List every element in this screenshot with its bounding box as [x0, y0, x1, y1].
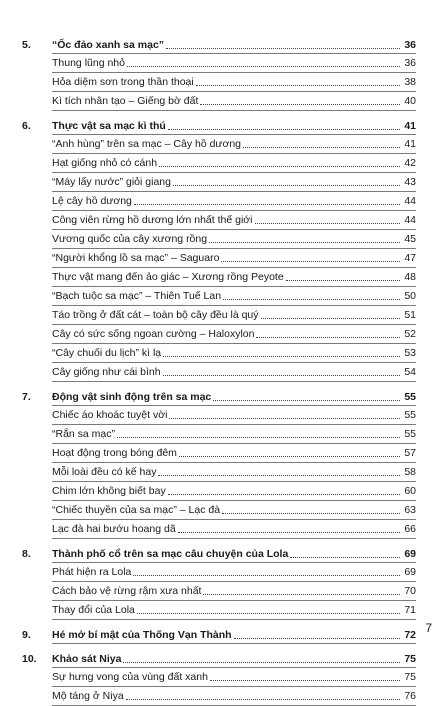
entry-page-number: 41 [404, 138, 416, 150]
entry-title: “Người khổng lồ sa mạc” – Saguaro [52, 252, 220, 264]
dot-leader [196, 73, 401, 86]
dot-leader [210, 668, 400, 681]
toc-entry-body [52, 117, 416, 135]
toc-subentry [22, 325, 416, 344]
entry-page-number: 50 [404, 290, 416, 302]
entry-page-number: 52 [404, 328, 416, 340]
entry-title: Lệ cây hồ dương [52, 195, 132, 207]
entry-page-number: 44 [404, 214, 416, 226]
toc-section-entry [22, 388, 416, 406]
toc-subentry [22, 306, 416, 325]
entry-title: Lạc đà hai bướu hoang dã [52, 523, 176, 535]
dot-leader [126, 687, 401, 700]
entry-page-number: 47 [404, 252, 416, 264]
entry-title: “Ốc đảo xanh sa mạc” [52, 39, 165, 51]
toc-subentry [22, 268, 416, 287]
entry-page-number: 71 [404, 604, 416, 616]
entry-page-number: 55 [404, 409, 416, 421]
toc-entry-body [52, 344, 416, 363]
toc-entry-body [52, 545, 416, 563]
entry-page-number: 55 [404, 428, 416, 440]
toc-entry-body [52, 388, 416, 406]
toc-entry-body [52, 211, 416, 230]
dot-leader [234, 626, 401, 639]
entry-title: Vương quốc của cây xương rồng [52, 233, 208, 245]
toc-entry-body [52, 601, 416, 620]
entry-page-number: 55 [404, 391, 416, 403]
toc-entry-body [52, 444, 416, 463]
toc-subentry [22, 501, 416, 520]
toc-entry-body [52, 363, 416, 382]
entry-title: Cách bảo vệ rừng rậm xưa nhất [52, 585, 202, 597]
toc-entry-body [52, 582, 416, 601]
entry-title: Thay đổi của Lola [52, 604, 135, 616]
toc-section-entry [22, 36, 416, 54]
entry-page-number: 38 [404, 76, 416, 88]
toc-subentry [22, 211, 416, 230]
toc-subentry [22, 425, 416, 444]
toc-entry-body [52, 463, 416, 482]
dot-leader [166, 36, 400, 49]
entry-page-number: 63 [404, 504, 416, 516]
dot-leader [163, 363, 401, 376]
entry-title: “Chiếc thuyền của sa mạc” – Lạc đà [52, 504, 221, 516]
dot-leader [290, 545, 400, 558]
toc-entry-body [52, 230, 416, 249]
toc-entry-body [52, 668, 416, 687]
entry-title: Chiếc áo khoác tuyệt vời [52, 409, 168, 421]
section-number: 5. [22, 39, 31, 51]
toc-subentry [22, 135, 416, 154]
entry-title: Cây giống như cái bình [52, 366, 161, 378]
dot-leader [127, 54, 400, 67]
entry-title: Khảo sát Niya [52, 653, 122, 665]
entry-title: Hé mở bí mật của Thống Vạn Thành [52, 629, 232, 641]
dot-leader [256, 325, 400, 338]
dot-leader [179, 444, 400, 457]
toc-subentry [22, 687, 416, 706]
entry-title: Thung lũng nhỏ [52, 57, 125, 69]
toc-section-entry [22, 626, 416, 644]
entry-page-number: 36 [404, 57, 416, 69]
toc-subentry [22, 92, 416, 111]
entry-page-number: 51 [404, 309, 416, 321]
toc-subentry [22, 154, 416, 173]
toc-subentry [22, 482, 416, 501]
dot-leader [137, 601, 400, 614]
dot-leader [168, 482, 401, 495]
dot-leader [200, 92, 400, 105]
entry-title: Phát hiện ra Lola [52, 566, 132, 578]
toc-entry-body [52, 135, 416, 154]
dot-leader [286, 268, 401, 281]
entry-title: Táo trồng ở đất cát – toàn bộ cây đều là quý [52, 309, 259, 321]
dot-leader [134, 192, 400, 205]
section-number: 7. [22, 391, 31, 403]
entry-title: Thực vật sa mạc kì thú [52, 120, 166, 132]
toc-entry-body [52, 92, 416, 111]
entry-page-number: 66 [404, 523, 416, 535]
entry-page-number: 41 [404, 120, 416, 132]
entry-page-number: 40 [404, 95, 416, 107]
toc-entry-body [52, 520, 416, 539]
entry-title: “Máy lấy nước” giỏi giang [52, 176, 171, 188]
toc-entry-body [52, 54, 416, 73]
toc-entry-body [52, 192, 416, 211]
entry-page-number: 53 [404, 347, 416, 359]
entry-page-number: 72 [404, 629, 416, 641]
toc-entry-body [52, 268, 416, 287]
toc-entry-body [52, 173, 416, 192]
entry-page-number: 75 [404, 653, 416, 665]
dot-leader [163, 344, 400, 357]
dot-leader [173, 173, 400, 186]
dot-leader [209, 230, 400, 243]
dot-leader [203, 582, 400, 595]
entry-title: Mỗi loài đều có kế hay [52, 466, 157, 478]
entry-title: Hoạt động trong bóng đêm [52, 447, 177, 459]
entry-page-number: 69 [404, 548, 416, 560]
dot-leader [133, 563, 400, 576]
entry-page-number: 44 [404, 195, 416, 207]
entry-page-number: 69 [404, 566, 416, 578]
entry-title: “Bạch tuộc sa mạc” – Thiên Tuế Lan [52, 290, 222, 302]
toc-entry-body [52, 406, 416, 425]
entry-title: Động vật sinh động trên sa mạc [52, 391, 212, 403]
toc-entry-body [52, 306, 416, 325]
entry-page-number: 36 [404, 39, 416, 51]
entry-page-number: 70 [404, 585, 416, 597]
table-of-contents [22, 36, 416, 706]
entry-title: “Cây chuối du lịch” kì lạ [52, 347, 162, 359]
page-number: 7 [425, 621, 432, 635]
toc-subentry [22, 406, 416, 425]
toc-section-entry [22, 545, 416, 563]
toc-subentry [22, 73, 416, 92]
entry-page-number: 45 [404, 233, 416, 245]
toc-subentry [22, 563, 416, 582]
entry-page-number: 43 [404, 176, 416, 188]
entry-page-number: 58 [404, 466, 416, 478]
entry-title: “Rắn sa mạc” [52, 428, 116, 440]
entry-page-number: 57 [404, 447, 416, 459]
toc-subentry [22, 249, 416, 268]
entry-title: Công viên rừng hồ dương lớn nhất thế giới [52, 214, 253, 226]
toc-section-entry [22, 117, 416, 135]
toc-subentry [22, 463, 416, 482]
entry-page-number: 75 [404, 671, 416, 683]
toc-section-entry [22, 650, 416, 668]
toc-subentry [22, 54, 416, 73]
entry-title: Hạt giống nhỏ có cánh [52, 157, 158, 169]
dot-leader [123, 650, 400, 663]
dot-leader [117, 425, 400, 438]
section-number: 6. [22, 120, 31, 132]
toc-subentry [22, 363, 416, 382]
toc-entry-body [52, 650, 416, 668]
toc-entry-body [52, 626, 416, 644]
entry-title: Thực vật mang đến ảo giác – Xương rồng Peyote [52, 271, 284, 283]
toc-subentry [22, 444, 416, 463]
toc-subentry [22, 668, 416, 687]
toc-subentry [22, 192, 416, 211]
toc-entry-body [52, 73, 416, 92]
entry-page-number: 48 [404, 271, 416, 283]
toc-subentry [22, 344, 416, 363]
toc-entry-body [52, 687, 416, 706]
toc-entry-body [52, 425, 416, 444]
section-number: 8. [22, 548, 31, 560]
toc-entry-body [52, 154, 416, 173]
entry-page-number: 60 [404, 485, 416, 497]
toc-entry-body [52, 563, 416, 582]
dot-leader [213, 388, 400, 401]
dot-leader [261, 306, 401, 319]
entry-title: Cây có sức sống ngoan cường – Haloxylon [52, 328, 255, 340]
section-number: 9. [22, 629, 31, 641]
toc-entry-body [52, 501, 416, 520]
section-number: 10. [22, 653, 37, 665]
toc-entry-body [52, 36, 416, 54]
entry-page-number: 54 [404, 366, 416, 378]
dot-leader [169, 406, 400, 419]
dot-leader [159, 154, 400, 167]
toc-subentry [22, 173, 416, 192]
toc-entry-body [52, 482, 416, 501]
entry-title: Chim lớn không biết bay [52, 485, 166, 497]
dot-leader [255, 211, 401, 224]
entry-page-number: 42 [404, 157, 416, 169]
dot-leader [243, 135, 400, 148]
toc-entry-body [52, 287, 416, 306]
entry-title: Hỏa diệm sơn trong thần thoại [52, 76, 194, 88]
dot-leader [168, 117, 401, 130]
dot-leader [222, 501, 400, 514]
toc-subentry [22, 601, 416, 620]
entry-title: Thành phố cổ trên sa mạc câu chuyện của Lola [52, 548, 289, 560]
toc-subentry [22, 582, 416, 601]
dot-leader [158, 463, 400, 476]
entry-title: Sự hưng vong của vùng đất xanh [52, 671, 208, 683]
toc-subentry [22, 520, 416, 539]
entry-title: “Anh hùng” trên sa mạc – Cây hồ dương [52, 138, 242, 150]
entry-title: Kì tích nhân tạo – Giếng bờ đất [52, 95, 199, 107]
dot-leader [221, 249, 400, 262]
toc-subentry [22, 230, 416, 249]
entry-page-number: 76 [404, 690, 416, 702]
toc-entry-body [52, 249, 416, 268]
entry-title: Mộ táng ở Niya [52, 690, 124, 702]
dot-leader [223, 287, 400, 300]
toc-entry-body [52, 325, 416, 344]
toc-subentry [22, 287, 416, 306]
dot-leader [178, 520, 401, 533]
